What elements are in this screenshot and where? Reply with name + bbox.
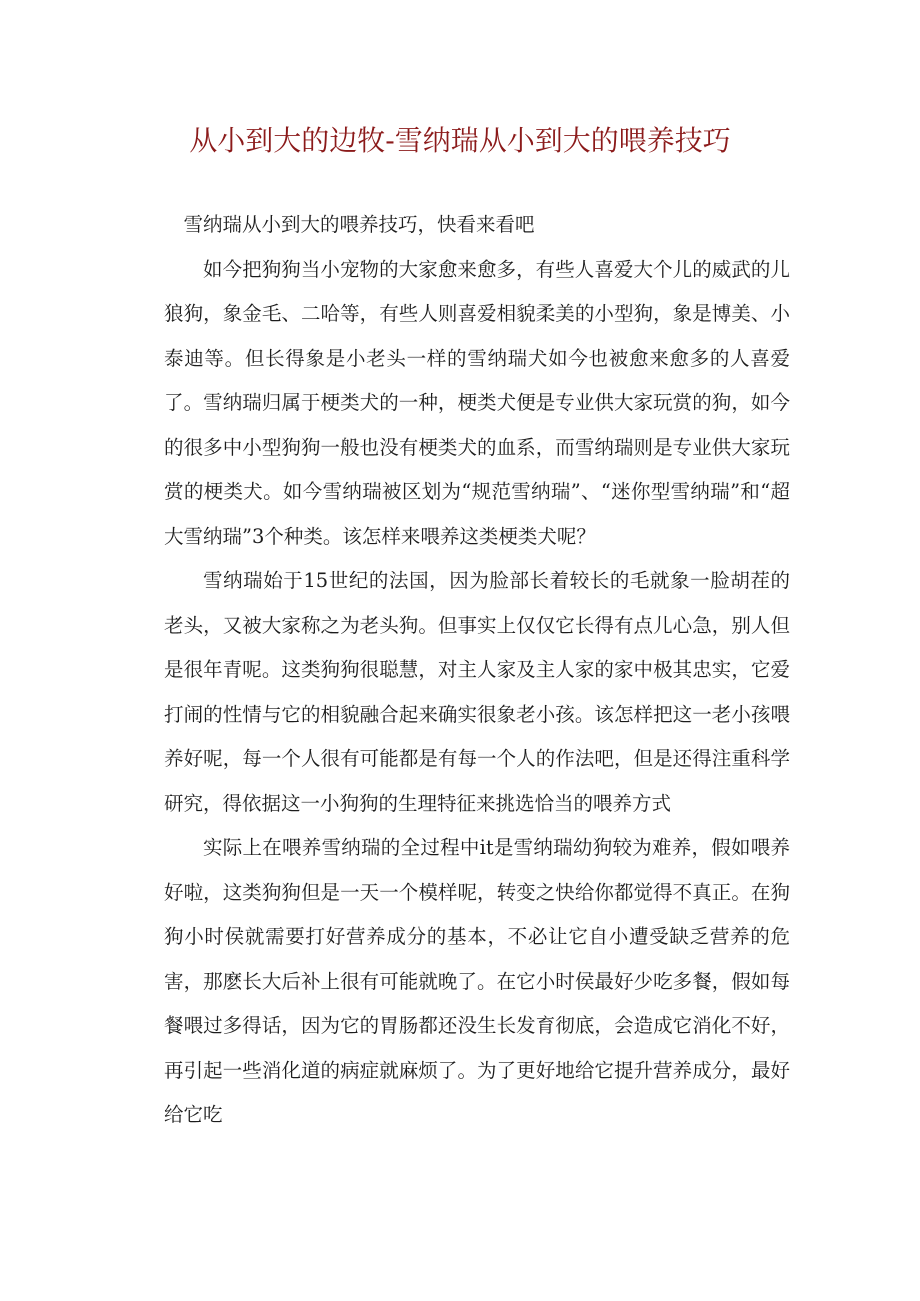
document-title: 从小到大的边牧-雪纳瑞从小到大的喂养技巧	[189, 124, 731, 157]
paragraph-1: 如今把狗狗当小宠物的大家愈来愈多，有些人喜爱大个儿的威武的儿狼狗，象金毛、二哈等，有些人则喜爱相貌柔美的小型狗，象是博美、小泰迪等。但长得象是小老头一样的雪纳瑞犬如今也被愈来愈多的人喜爱了。雪纳瑞归属于梗类犬的一种，梗类犬便是专业供大家玩赏的狗，如今的很多中小型狗狗一般也没有梗类犬的血系，而雪纳瑞则是专业供大家玩赏的梗类犬。如今雪纳瑞被区划为“规范雪纳瑞”、“迷你型雪纳瑞”和“超大雪纳瑞”3个种类。该怎样来喂养这类梗类犬呢？	[164, 257, 790, 548]
paragraph-3: 实际上在喂养雪纳瑞的全过程中it是雪纳瑞幼狗较为难养，假如喂养好啦，这类狗狗但是一天一个模样呢，转变之快给你都觉得不真正。在狗狗小时侯就需要打好营养成分的基本，不必让它自小遭受缺乏营养的危害，那麽长大后补上很有可能就晚了。在它小时侯最好少吃多餐，假如每餐喂过多得话，因为它的胃肠都还没生长发育彻底，会造成它消化不好，再引起一些消化道的病症就麻烦了。为了更好地给它提升营养成分，最好给它吃	[164, 836, 790, 1126]
document-body	[164, 203, 790, 1138]
paragraph-intro: 雪纳瑞从小到大的喂养技巧，快看来看吧	[183, 213, 535, 236]
paragraph-2: 雪纳瑞始于15世纪的法国，因为脸部长着较长的毛就象一脸胡茬的老头，又被大家称之为老头狗。但事实上仅仅它长得有点儿心急，别人但是很年青呢。这类狗狗很聪慧，对主人家及主人家的家中极其忠实，它爱打闹的性情与它的相貌融合起来确实很象老小孩。该怎样把这一老小孩喂养好呢，每一个人很有可能都是有每一个人的作法吧，但是还得注重科学研究，得依据这一小狗狗的生理特征来挑选恰当的喂养方式	[164, 569, 790, 815]
